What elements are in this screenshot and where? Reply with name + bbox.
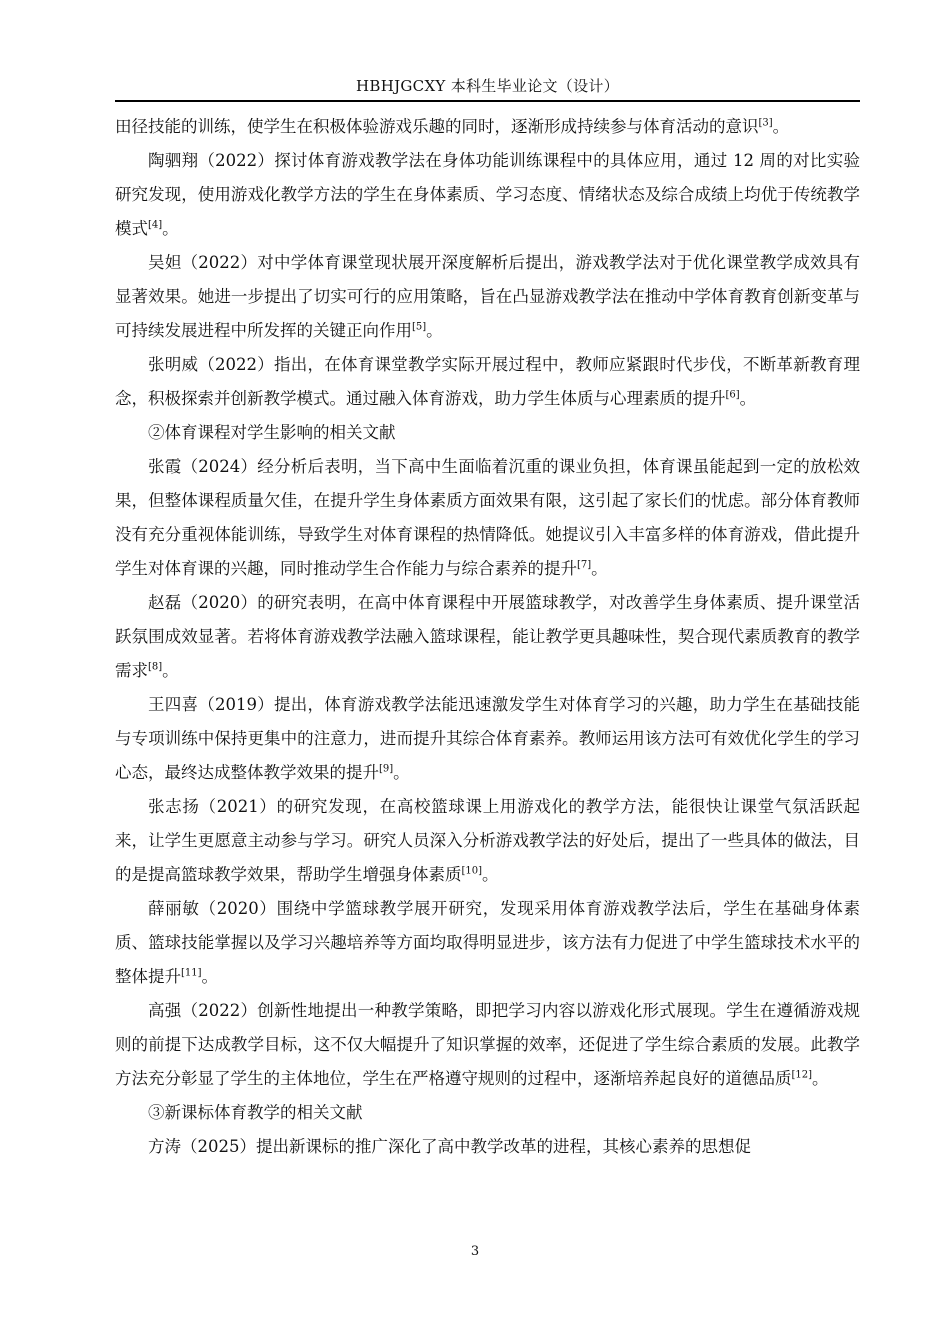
paragraph: 张明威（2022）指出，在体育课堂教学实际开展过程中，教师应紧跟时代步伐，不断革新教育理念，积极探索并创新教学模式。通过融入体育游戏，助力学生体质与心理素质的提升[6]。 — [115, 355, 860, 408]
header-divider — [115, 100, 860, 102]
page-number: 3 — [470, 1244, 480, 1259]
citation: [7] — [577, 559, 592, 571]
citation: [9] — [379, 763, 394, 775]
page-header: HBHJGCXY 本科生毕业论文（设计） — [355, 77, 619, 95]
paragraph: 王四喜（2019）提出，体育游戏教学法能迅速激发学生对体育学习的兴趣，助力学生在基础技能与专项训练中保持更集中的注意力，进而提升其综合体育素养。教师运用该方法可有效优化学生的学习心态，最终达成整体教学效果的提升[9]。 — [115, 695, 860, 782]
citation: [5] — [412, 321, 427, 333]
paragraph: 方涛（2025）提出新课标的推广深化了高中教学改革的进程，其核心素养的思想促 — [148, 1137, 751, 1156]
paragraph: 吴妲（2022）对中学体育课堂现状展开深度解析后提出，游戏教学法对于优化课堂教学成效具有显著效果。她进一步提出了切实可行的应用策略，旨在凸显游戏教学法在推动中学体育教育创新变革与可持续发展进程中所发挥的关键正向作用[5]。 — [115, 253, 860, 340]
paragraph: 薛丽敏（2020）围绕中学篮球教学展开研究，发现采用体育游戏教学法后，学生在基础身体素质、篮球技能掌握以及学习兴趣培养等方面均取得明显进步，该方法有力促进了中学生篮球技术水平的整体提升[11]。 — [115, 899, 860, 986]
paragraph: 田径技能的训练，使学生在积极体验游戏乐趣的同时，逐渐形成持续参与体育活动的意识[3]。 — [115, 117, 790, 136]
section-heading: ②体育课程对学生影响的相关文献 — [148, 423, 396, 442]
citation: [12] — [791, 1069, 813, 1081]
paragraph: 张霞（2024）经分析后表明，当下高中生面临着沉重的课业负担，体育课虽能起到一定的放松效果，但整体课程质量欠佳，在提升学生身体素质方面效果有限，这引起了家长们的忧虑。部分体育教师没有充分重视体能训练，导致学生对体育课程的热情降低。她提议引入丰富多样的体育游戏，借此提升学生对体育课的兴趣，同时推动学生合作能力与综合素养的提升[7]。 — [115, 457, 860, 578]
paragraph: 赵磊（2020）的研究表明，在高中体育课程中开展篮球教学，对改善学生身体素质、提升课堂活跃氛围成效显著。若将体育游戏教学法融入篮球课程，能让教学更具趣味性，契合现代素质教育的教学需求[8]。 — [115, 593, 860, 680]
paragraph: 高强（2022）创新性地提出一种教学策略，即把学习内容以游戏化形式展现。学生在遵循游戏规则的前提下达成教学目标，这不仅大幅提升了知识掌握的效率，还促进了学生综合素质的发展。此教学方法充分彰显了学生的主体地位，学生在严格遵守规则的过程中，逐渐培养起良好的道德品质[12]。 — [115, 1001, 860, 1088]
citation: [6] — [725, 389, 740, 401]
section-heading: ③新课标体育教学的相关文献 — [148, 1103, 363, 1122]
citation: [10] — [461, 865, 483, 877]
paragraph: 陶驷翔（2022）探讨体育游戏教学法在身体功能训练课程中的具体应用，通过 12 周的对比实验研究发现，使用游戏化教学方法的学生在身体素质、学习态度、情绪状态及综合成绩上均优于传统教学模式[4]。 — [115, 151, 860, 238]
body-text — [115, 110, 860, 1164]
citation: [3] — [758, 117, 773, 129]
citation: [4] — [148, 219, 163, 231]
citation: [11] — [181, 967, 202, 979]
paragraph: 张志扬（2021）的研究发现，在高校篮球课上用游戏化的教学方法，能很快让课堂气氛活跃起来，让学生更愿意主动参与学习。研究人员深入分析游戏教学法的好处后，提出了一些具体的做法，目的是提高篮球教学效果，帮助学生增强身体素质[10]。 — [115, 797, 860, 884]
citation: [8] — [148, 661, 163, 673]
